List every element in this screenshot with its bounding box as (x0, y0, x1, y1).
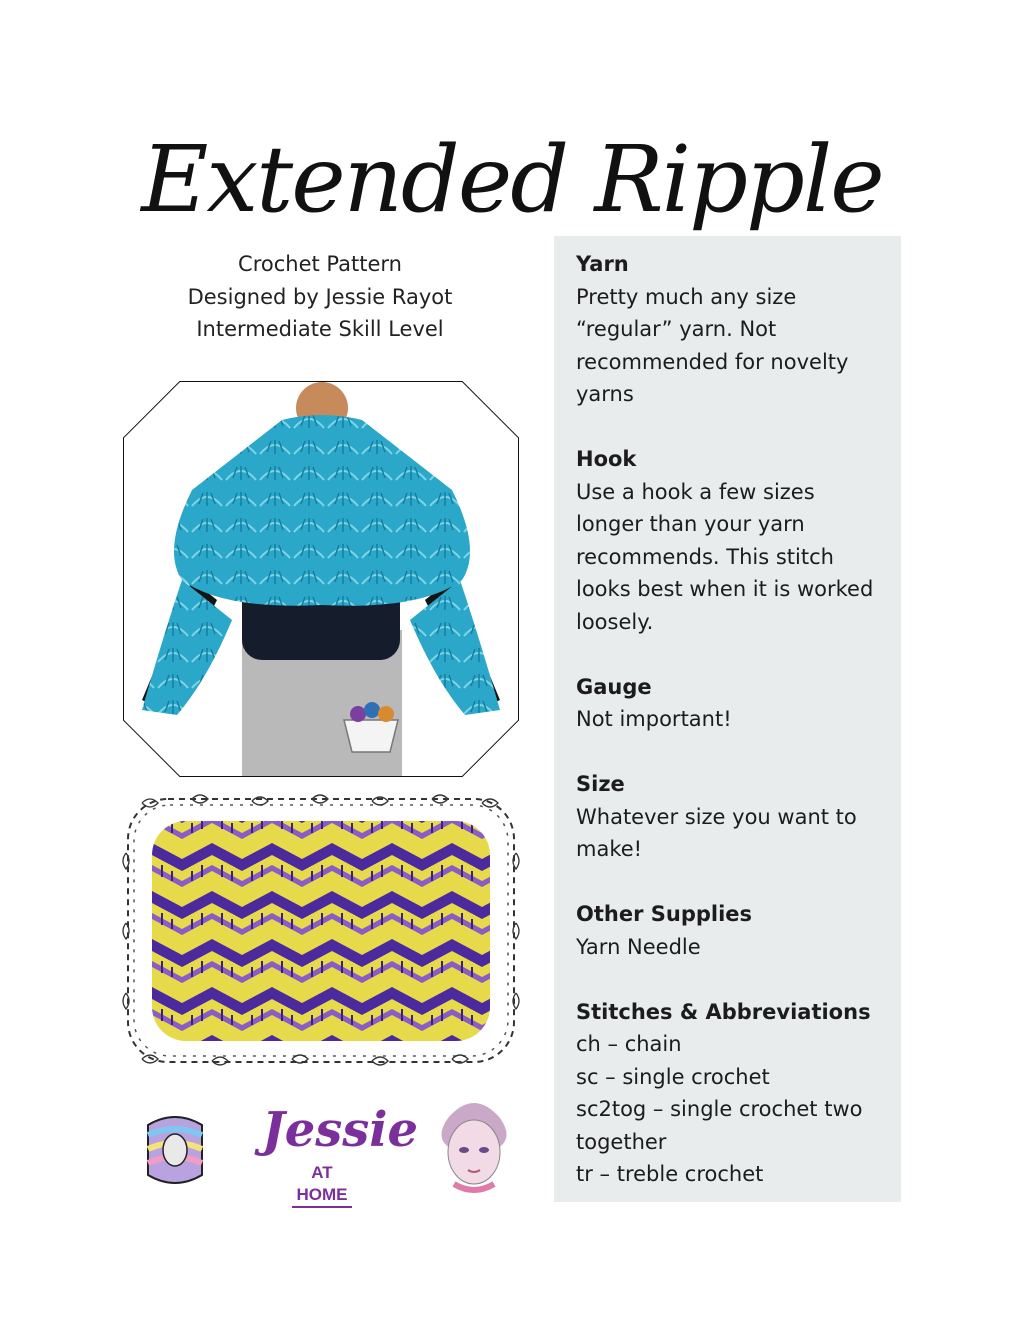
hook-text-line: looks best when it is worked (576, 577, 874, 601)
hook-text-line: longer than your yarn (576, 512, 805, 536)
gauge-heading: Gauge (576, 674, 652, 699)
supplies-heading: Other Supplies (576, 902, 753, 926)
gauge-text-line: Not important! (576, 707, 732, 731)
hook-heading: Hook (576, 447, 637, 471)
size-heading: Size (576, 772, 625, 796)
brand-tagline: AT HOME (292, 1162, 352, 1208)
hook-text-line: recommends. This stitch (576, 544, 834, 569)
yarn-text-line: recommended for novelty (576, 349, 849, 374)
shawl-photo (122, 380, 520, 778)
stitches-section (576, 996, 891, 1191)
stitch-abbreviation: together (576, 1129, 667, 1154)
yarn-ball-icon (140, 1105, 210, 1195)
stitch-abbreviation: ch – chain (576, 1032, 682, 1056)
gauge-section (576, 671, 891, 736)
stitches-heading: Stitches & Abbreviations (576, 999, 871, 1024)
pattern-intro (120, 248, 520, 346)
yarn-heading: Yarn (576, 252, 629, 276)
stitch-abbreviation: tr – treble crochet (576, 1162, 764, 1186)
supplies-text-line: Yarn Needle (576, 934, 701, 959)
swatch-photo-icon (122, 793, 520, 1068)
specs-list (576, 248, 891, 1223)
yarn-text-line: “regular” yarn. Not (576, 317, 777, 341)
yarn-text-line: Pretty much any size (576, 284, 797, 309)
size-text-line: Whatever size you want to (576, 804, 857, 829)
yarn-text-line: yarns (576, 382, 634, 406)
supplies-section (576, 898, 891, 963)
page-title: Extended Ripple (141, 126, 883, 233)
size-section (576, 768, 891, 866)
stitch-abbreviation: sc – single crochet (576, 1064, 770, 1089)
hook-section (576, 443, 891, 638)
brand-name: Jessie (262, 1102, 419, 1158)
stitch-abbreviation: sc2tog – single crochet two (576, 1097, 863, 1121)
hook-text-line: loosely. (576, 609, 654, 634)
shawl-photo-icon (122, 380, 520, 778)
designer-credit: Designed by Jessie Rayot (187, 284, 453, 309)
brand-logo (262, 1100, 419, 1204)
hook-text-line: Use a hook a few sizes (576, 479, 815, 504)
yarn-section (576, 248, 891, 411)
pattern-type: Crochet Pattern (238, 252, 402, 276)
skill-level: Intermediate Skill Level (196, 317, 444, 341)
yarn-ball-logo (140, 1105, 210, 1195)
avatar (428, 1088, 520, 1196)
swatch-photo (122, 793, 520, 1068)
size-text-line: make! (576, 837, 643, 861)
avatar-illustration-icon (428, 1088, 520, 1196)
